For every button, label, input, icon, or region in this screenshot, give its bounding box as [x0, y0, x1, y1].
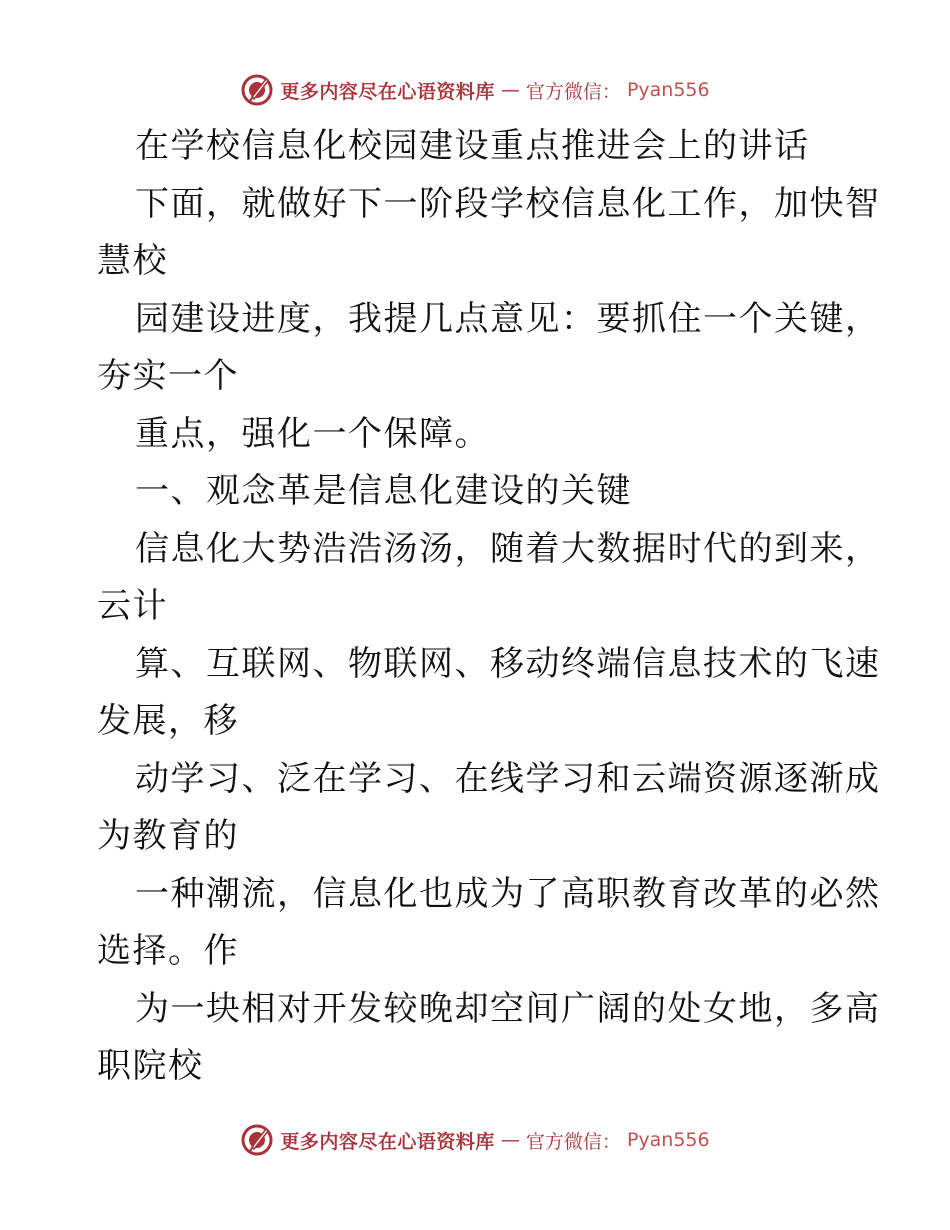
doc-line: 一种潮流，信息化也成为了高职教育改革的必然 [135, 873, 881, 914]
doc-title: 在学校信息化校园建设重点推进会上的讲话 [135, 126, 810, 166]
quill-seal-icon [240, 1123, 274, 1157]
document-body [97, 118, 881, 1096]
quill-seal-icon [240, 73, 274, 107]
header-banner [0, 70, 950, 110]
banner-wechat-label: 官方微信： [525, 80, 621, 103]
doc-line: 为教育的 [97, 816, 239, 856]
doc-line: 夯实一个 [97, 356, 239, 396]
doc-line: 发展，移 [97, 701, 239, 741]
banner-dash: — [500, 79, 520, 101]
banner-wechat-id: Pyan556 [626, 79, 710, 101]
doc-line: 下面，就做好下一阶段学校信息化工作，加快智 [135, 183, 881, 224]
doc-line: 云计 [97, 586, 168, 626]
banner-wechat-id: Pyan556 [626, 1129, 710, 1151]
footer-banner [0, 1120, 950, 1160]
banner-site-name: 更多内容尽在心语资料库 [280, 80, 495, 103]
doc-line: 动学习、泛在学习、在线学习和云端资源逐渐成 [135, 758, 881, 799]
banner-dash: — [500, 1129, 520, 1151]
doc-line: 园建设进度，我提几点意见：要抓住一个关键， [135, 298, 881, 339]
doc-line: 信息化大势浩浩汤汤，随着大数据时代的到来， [135, 528, 881, 569]
banner-wechat-label: 官方微信： [525, 1130, 621, 1153]
doc-line: 重点，强化一个保障。 [135, 413, 490, 454]
banner-site-name: 更多内容尽在心语资料库 [280, 1130, 495, 1153]
doc-line: 算、互联网、物联网、移动终端信息技术的飞速 [135, 643, 881, 684]
section-heading: 一、观念革是信息化建设的关键 [135, 471, 632, 511]
doc-line: 为一块相对开发较晚却空间广阔的处女地，多高 [135, 988, 881, 1029]
doc-line: 慧校 [97, 241, 168, 281]
doc-line: 选择。作 [97, 931, 239, 971]
doc-line: 职院校 [97, 1046, 204, 1086]
